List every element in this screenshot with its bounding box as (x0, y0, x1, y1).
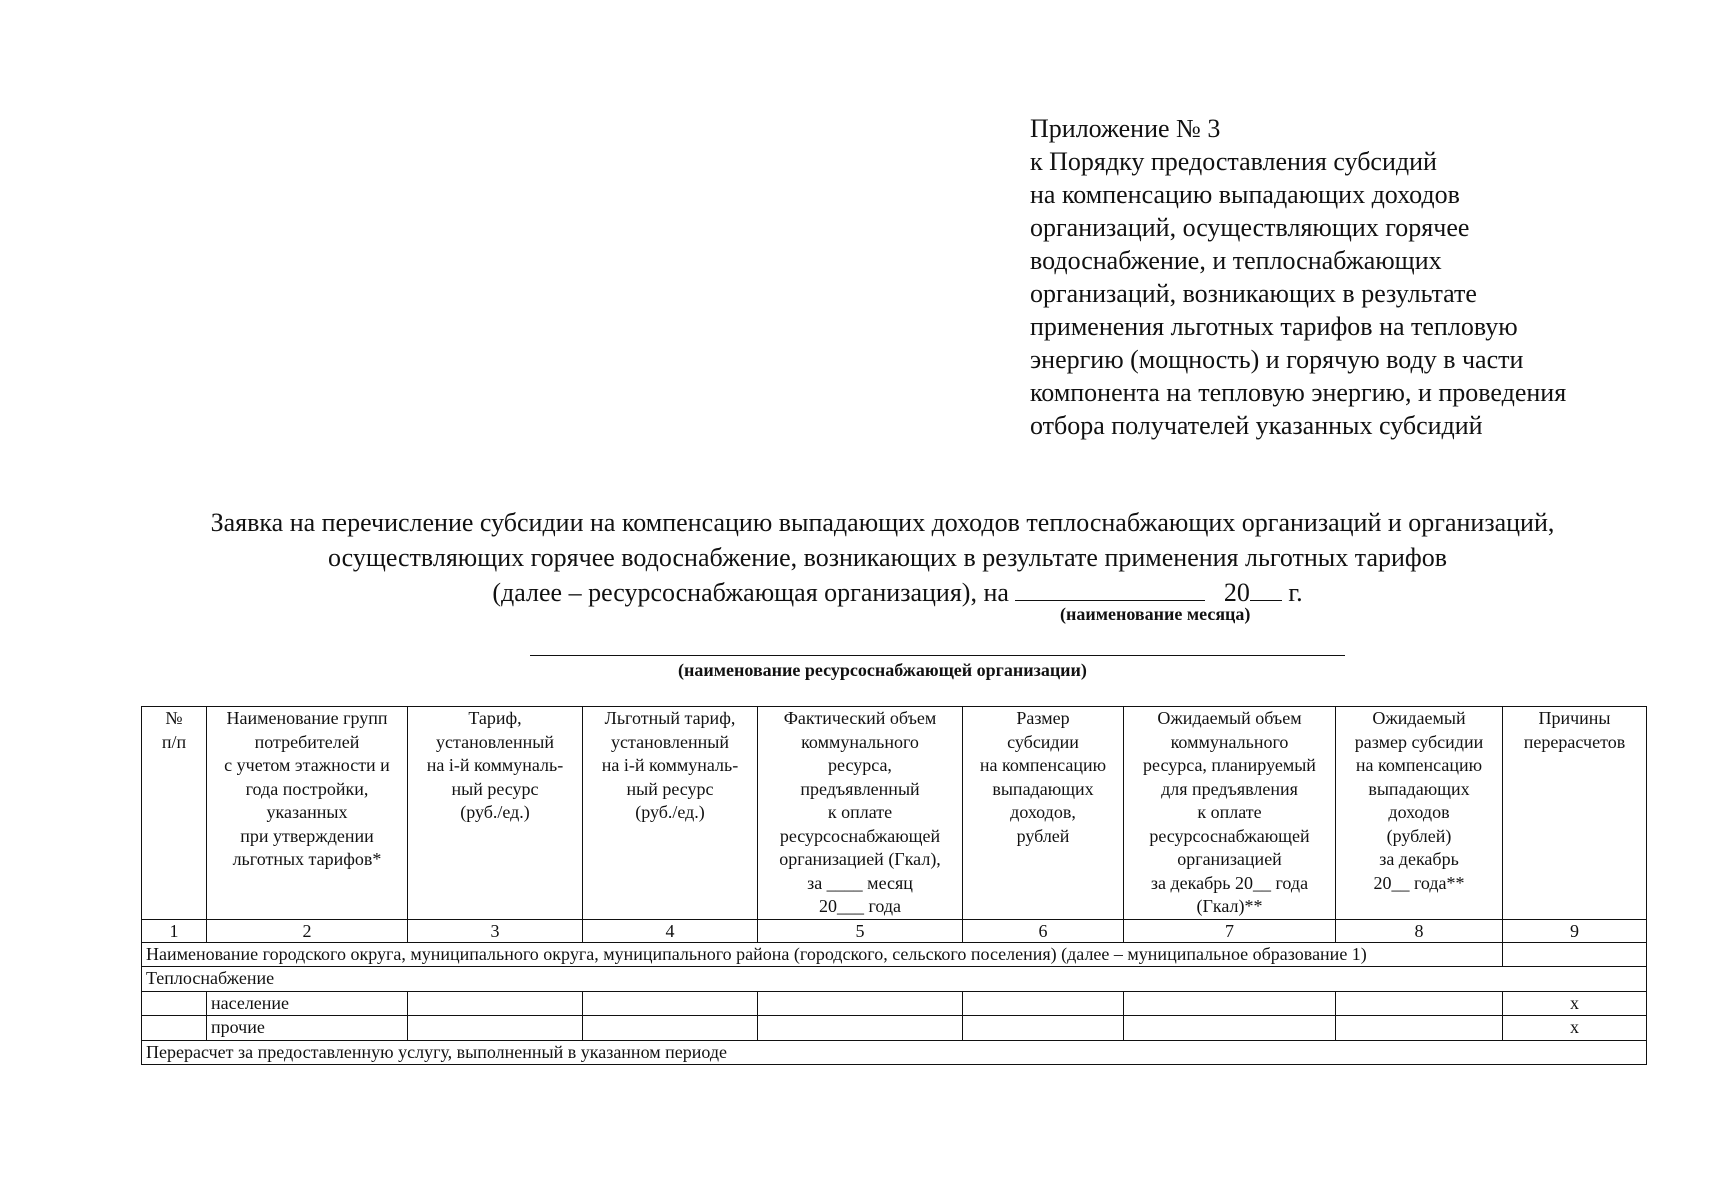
empty-cell (142, 991, 207, 1016)
year-blank (1250, 578, 1282, 601)
appendix-line: применения льготных тарифов на тепловую (1030, 312, 1518, 341)
group-name: прочие (207, 1016, 408, 1041)
header-cell: Фактический объем коммунального ресурса, предъявленный к оплате ресурсоснабжающей организацией (Гкал), за ____ месяц 20___ года (758, 707, 963, 920)
table-row (142, 1016, 1647, 1041)
appendix-line: водоснабжение, и теплоснабжающих (1030, 246, 1442, 275)
column-number: 7 (1124, 919, 1336, 942)
appendix-line: компонента на тепловую энергию, и проведения (1030, 378, 1567, 407)
header-cell: Тариф, установленный на i-й коммуналь- ный ресурс (руб./ед.) (408, 707, 583, 920)
empty-cell (1336, 1016, 1503, 1041)
column-number: 4 (583, 919, 758, 942)
recalc-row (142, 1040, 1647, 1065)
document-title (0, 505, 1725, 610)
year-suffix: г. (1288, 578, 1303, 607)
empty-cell (583, 991, 758, 1016)
reason-cell: х (1503, 991, 1647, 1016)
month-caption: (наименование месяца) (1060, 604, 1251, 624)
title-line-3-start: (далее – ресурсоснабжающая организация), на (492, 578, 1009, 607)
appendix-line: организаций, возникающих в результате (1030, 279, 1477, 308)
year-prefix: 20 (1223, 578, 1250, 607)
column-number: 1 (142, 919, 207, 942)
recalc-label: Перерасчет за предоставленную услугу, выполненный в указанном периоде (142, 1040, 1647, 1065)
table-row (142, 991, 1647, 1016)
subsidy-table (141, 706, 1647, 1065)
municipality-label: Наименование городского округа, муниципального округа, муниципального района (городского, сельского поселения) (далее – муниципальное образование 1) (142, 942, 1503, 967)
month-blank (1015, 578, 1205, 601)
org-name-line (530, 655, 1345, 656)
title-line-1: Заявка на перечисление субсидии на компенсацию выпадающих доходов теплоснабжающих организаций и организаций, (210, 508, 1555, 537)
header-cell: Льготный тариф, установленный на i-й коммуналь- ный ресурс (руб./ед.) (583, 707, 758, 920)
title-line-3 (0, 575, 1725, 610)
empty-cell (408, 991, 583, 1016)
table-header-row (142, 707, 1647, 920)
appendix-line: энергию (мощность) и горячую воду в части (1030, 345, 1524, 374)
empty-cell (1336, 991, 1503, 1016)
appendix-line: организаций, осуществляющих горячее (1030, 213, 1470, 242)
heat-supply-label: Теплоснабжение (142, 967, 1647, 992)
header-cell: Ожидаемый размер субсидии на компенсацию выпадающих доходов (рублей) за декабрь 20__ года** (1336, 707, 1503, 920)
municipality-row (142, 942, 1647, 967)
heat-supply-row (142, 967, 1647, 992)
appendix-block (1030, 112, 1670, 442)
empty-cell (963, 1016, 1124, 1041)
column-number: 6 (963, 919, 1124, 942)
group-name: население (207, 991, 408, 1016)
column-number: 9 (1503, 919, 1647, 942)
empty-cell (1124, 991, 1336, 1016)
empty-cell (1124, 1016, 1336, 1041)
header-cell: Ожидаемый объем коммунального ресурса, планируемый для предъявления к оплате ресурсоснабжающей организацией за декабрь 20__ года (Гкал)** (1124, 707, 1336, 920)
column-number: 2 (207, 919, 408, 942)
title-line-2: осуществляющих горячее водоснабжение, возникающих в результате применения льготных тарифов (327, 543, 1448, 572)
header-cell: Причины перерасчетов (1503, 707, 1647, 920)
empty-cell (142, 1016, 207, 1041)
column-number-row (142, 919, 1647, 942)
column-number: 5 (758, 919, 963, 942)
empty-cell (1503, 942, 1647, 967)
empty-cell (583, 1016, 758, 1041)
appendix-line: к Порядку предоставления субсидий (1030, 147, 1437, 176)
reason-cell: х (1503, 1016, 1647, 1041)
header-cell: № п/п (142, 707, 207, 920)
org-caption: (наименование ресурсоснабжающей организации) (678, 660, 1087, 680)
empty-cell (408, 1016, 583, 1041)
empty-cell (758, 991, 963, 1016)
header-cell: Наименование групп потребителей с учетом этажности и года постройки, указанных при утверждении льготных тарифов* (207, 707, 408, 920)
column-number: 3 (408, 919, 583, 942)
appendix-line: Приложение № 3 (1030, 114, 1221, 143)
header-cell: Размер субсидии на компенсацию выпадающих доходов, рублей (963, 707, 1124, 920)
appendix-line: на компенсацию выпадающих доходов (1030, 180, 1460, 209)
empty-cell (758, 1016, 963, 1041)
empty-cell (963, 991, 1124, 1016)
column-number: 8 (1336, 919, 1503, 942)
appendix-line: отбора получателей указанных субсидий (1030, 411, 1483, 440)
